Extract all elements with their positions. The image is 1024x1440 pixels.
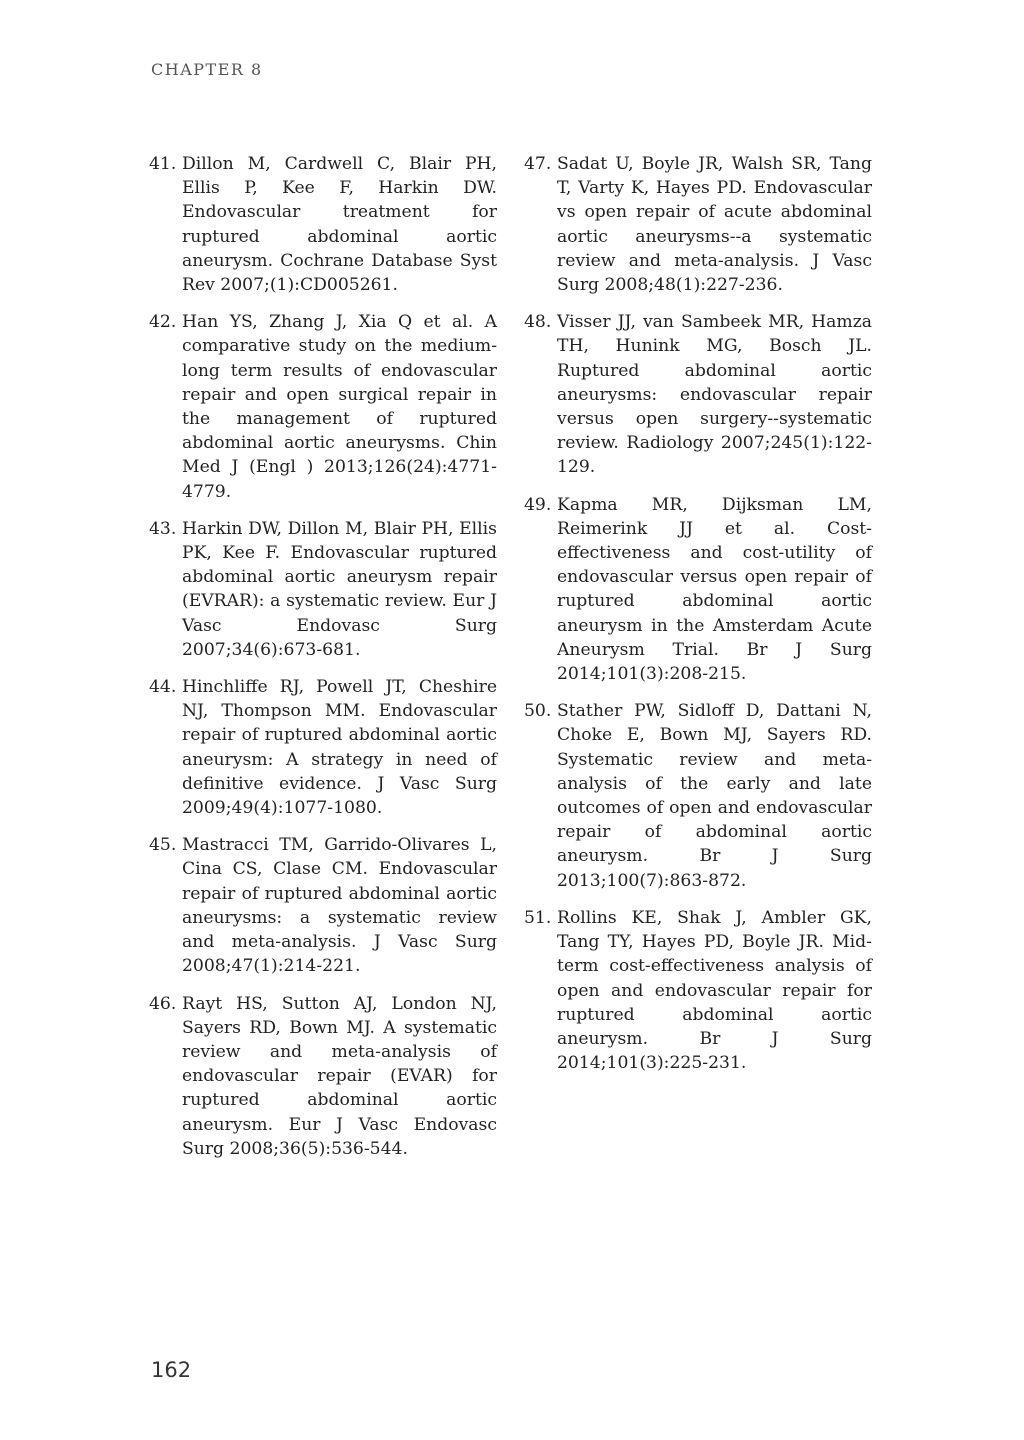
- chapter-header: CHAPTER 8: [151, 60, 263, 79]
- reference-text: Harkin DW, Dillon M, Blair PH, Ellis PK, Kee F. Endovascular ruptured abdominal aortic aneurysm repair (EVRAR): a systematic review. Eur J Vasc Endovasc Surg 2007;34(6):673-681.: [182, 518, 497, 660]
- reference-number: 43.: [149, 518, 177, 539]
- reference-item: [149, 517, 497, 662]
- reference-item: [524, 310, 872, 479]
- reference-item: [149, 152, 497, 297]
- reference-text: Visser JJ, van Sambeek MR, Hamza TH, Hunink MG, Bosch JL. Ruptured abdominal aortic aneurysms: endovascular repair versus open surgery--systematic review. Radiology 2007;245(1):122-129.: [557, 312, 872, 478]
- reference-text: Stather PW, Sidloff D, Dattani N, Choke E, Bown MJ, Sayers RD. Systematic review and meta-analysis of the early and late outcomes of open and endovascular repair of abdominal aortic aneurysm. Br J Surg 2013;100(7):863-872.: [557, 701, 872, 891]
- references-column-left: [149, 152, 497, 1174]
- reference-item: [524, 152, 872, 297]
- reference-text: Sadat U, Boyle JR, Walsh SR, Tang T, Varty K, Hayes PD. Endovascular vs open repair of acute abdominal aortic aneurysms--a systematic review and meta-analysis. J Vasc Surg 2008;48(1):227-236.: [557, 154, 872, 296]
- reference-text: Han YS, Zhang J, Xia Q et al. A comparative study on the medium-long term results of endovascular repair and open surgical repair in the management of ruptured abdominal aortic aneurysms. Chin Med J (Engl ) 2013;126(24):4771-4779.: [182, 312, 497, 502]
- reference-text: Hinchliffe RJ, Powell JT, Cheshire NJ, Thompson MM. Endovascular repair of ruptured abdominal aortic aneurysm: A strategy in need of definitive evidence. J Vasc Surg 2009;49(4):1077-1080.: [182, 677, 497, 819]
- page-number: 162: [151, 1358, 192, 1382]
- reference-number: 48.: [524, 312, 552, 333]
- reference-item: [149, 833, 497, 978]
- reference-number: 46.: [149, 993, 177, 1014]
- reference-number: 45.: [149, 835, 177, 856]
- reference-text: Rayt HS, Sutton AJ, London NJ, Sayers RD, Bown MJ. A systematic review and meta-analysis of endovascular repair (EVAR) for ruptured abdominal aortic aneurysm. Eur J Vasc Endovasc Surg 2008;36(5):536-544.: [182, 993, 497, 1159]
- reference-number: 49.: [524, 494, 552, 515]
- reference-text: Mastracci TM, Garrido-Olivares L, Cina CS, Clase CM. Endovascular repair of ruptured abdominal aortic aneurysms: a systematic review and meta-analysis. J Vasc Surg 2008;47(1):214-221.: [182, 835, 497, 977]
- reference-item: [149, 310, 497, 504]
- reference-item: [149, 675, 497, 820]
- references-column-right: [524, 152, 872, 1088]
- reference-text: Rollins KE, Shak J, Ambler GK, Tang TY, Hayes PD, Boyle JR. Mid-term cost-effectiveness analysis of open and endovascular repair for ruptured abdominal aortic aneurysm. Br J Surg 2014;101(3):225-231.: [557, 907, 872, 1074]
- reference-item: [149, 992, 497, 1161]
- reference-number: 47.: [524, 154, 552, 174]
- reference-item: [524, 699, 872, 893]
- reference-item: [524, 906, 872, 1075]
- reference-number: 44.: [149, 677, 177, 698]
- reference-text: Dillon M, Cardwell C, Blair PH, Ellis P, Kee F, Harkin DW. Endovascular treatment for ruptured abdominal aortic aneurysm. Cochrane Database Syst Rev 2007;(1):CD005261.: [182, 154, 497, 296]
- reference-number: 42.: [149, 312, 177, 333]
- reference-text: Kapma MR, Dijksman LM, Reimerink JJ et al. Cost-effectiveness and cost-utility of endovascular versus open repair of ruptured abdominal aortic aneurysm in the Amsterdam Acute Aneurysm Trial. Br J Surg 2014;101(3):208-215.: [557, 494, 872, 685]
- reference-number: 51.: [524, 907, 552, 928]
- reference-number: 41.: [149, 154, 177, 174]
- reference-number: 50.: [524, 701, 552, 722]
- reference-item: [524, 493, 872, 687]
